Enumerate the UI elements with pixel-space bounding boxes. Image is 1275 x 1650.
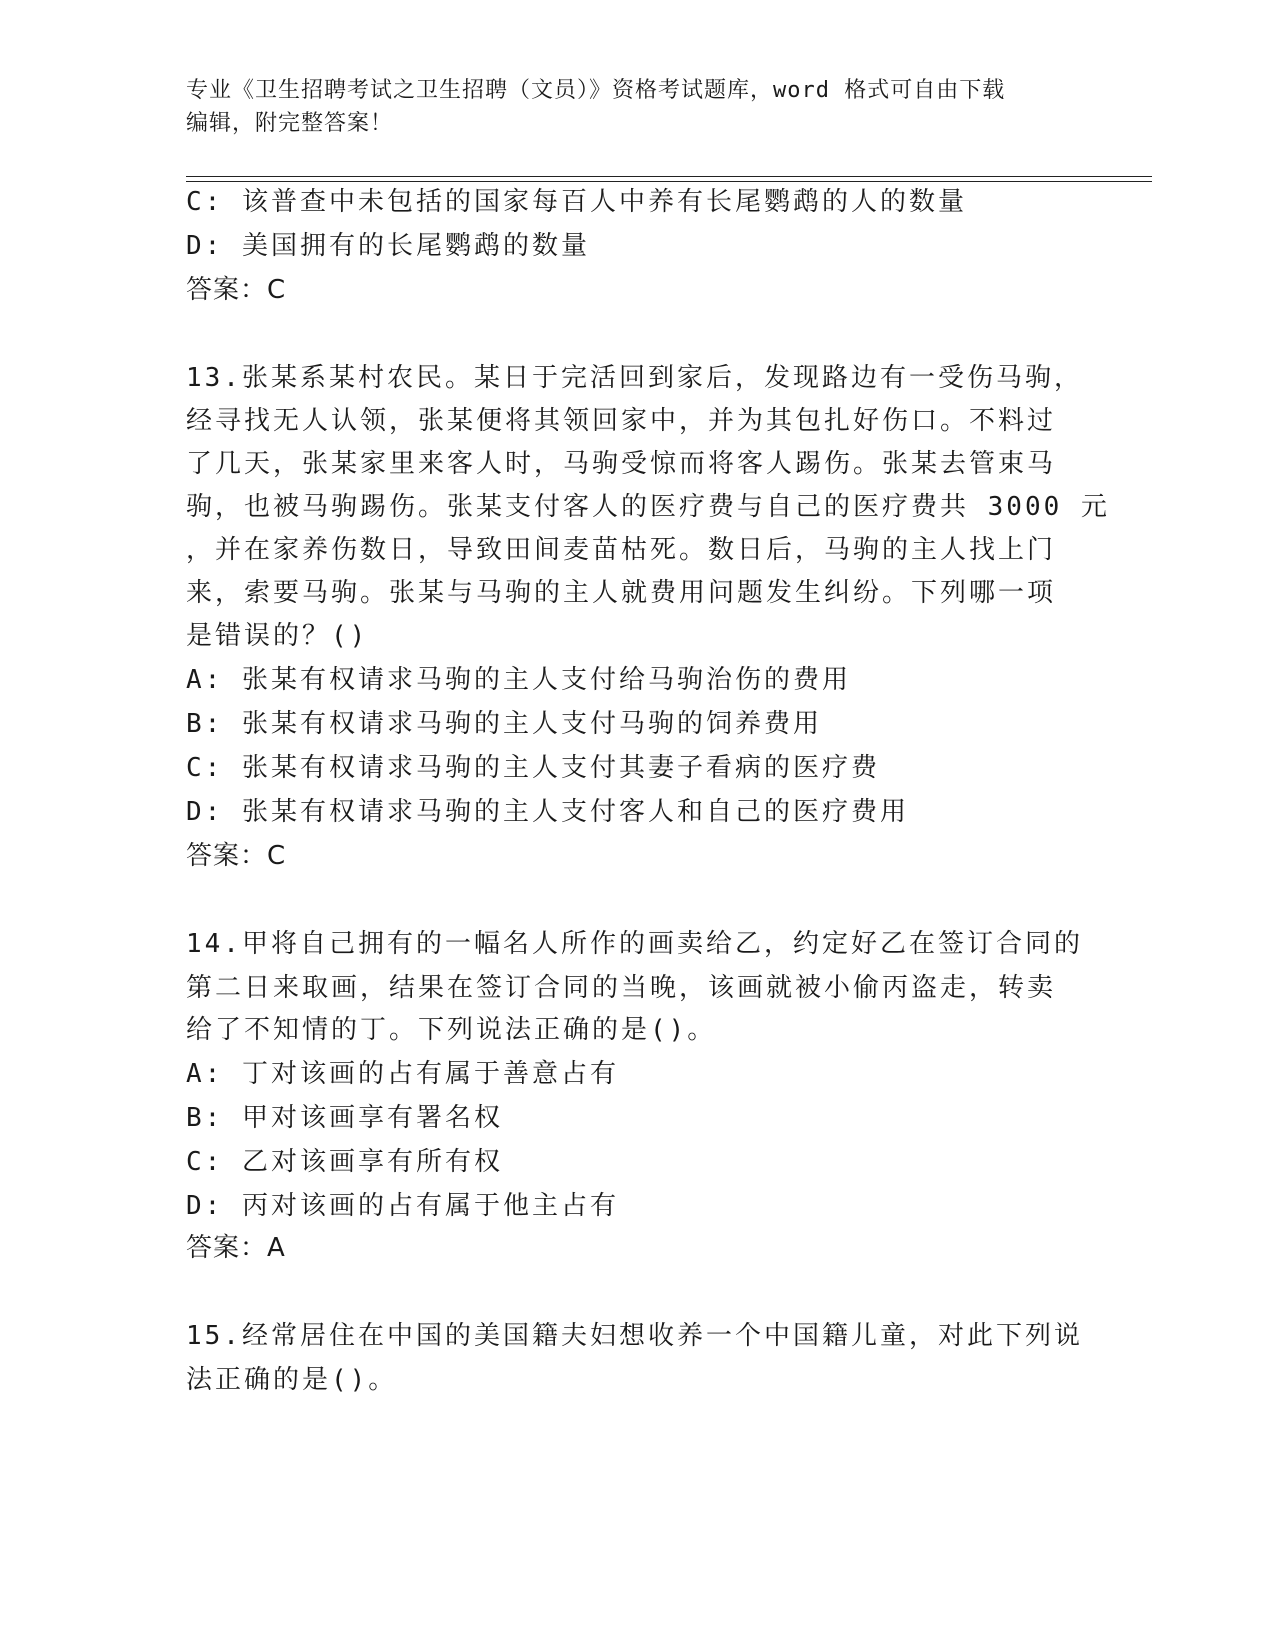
- header-line-1: 专业《卫生招聘考试之卫生招聘（文员）》资格考试题库，word 格式可自由下载: [186, 78, 1006, 103]
- q12-option-d: D: 美国拥有的长尾鹦鹉的数量: [186, 231, 590, 261]
- q15-stem-line: 15.经常居住在中国的美国籍夫妇想收养一个中国籍儿童，对此下列说: [186, 1321, 1083, 1351]
- q14-stem-line: 给了不知情的丁。下列说法正确的是()。: [186, 1015, 717, 1045]
- q13-stem-line: 是错误的？(): [186, 621, 369, 651]
- q13-stem-line: 经寻找无人认领，张某便将其领回家中，并为其包扎好伤口。不料过: [186, 406, 1057, 436]
- q14-answer: 答案：A: [186, 1233, 286, 1263]
- q13-option-c: C: 张某有权请求马驹的主人支付其妻子看病的医疗费: [186, 753, 880, 783]
- q14-stem-line: 14.甲将自己拥有的一幅名人所作的画卖给乙，约定好乙在签订合同的: [186, 929, 1083, 959]
- q13-option-b: B: 张某有权请求马驹的主人支付马驹的饲养费用: [186, 709, 822, 739]
- q13-option-a: A: 张某有权请求马驹的主人支付给马驹治伤的费用: [186, 665, 851, 695]
- q14-option-c: C: 乙对该画享有所有权: [186, 1147, 503, 1177]
- header-line-2: 编辑，附完整答案！: [186, 111, 394, 136]
- q14-option-a: A: 丁对该画的占有属于善意占有: [186, 1059, 619, 1089]
- q14-option-d: D: 丙对该画的占有属于他主占有: [186, 1191, 619, 1221]
- document-header: [186, 74, 1086, 140]
- q13-stem-line: 来，索要马驹。张某与马驹的主人就费用问题发生纠纷。下列哪一项: [186, 578, 1057, 608]
- q12-option-c: C: 该普查中未包括的国家每百人中养有长尾鹦鹉的人的数量: [186, 187, 967, 217]
- q13-stem-line: 驹，也被马驹踢伤。张某支付客人的医疗费与自己的医疗费共 3000 元: [186, 492, 1110, 522]
- q14-stem-line: 第二日来取画，结果在签订合同的当晚，该画就被小偷丙盗走，转卖: [186, 973, 1057, 1003]
- q13-option-d: D: 张某有权请求马驹的主人支付客人和自己的医疗费用: [186, 797, 909, 827]
- q13-answer: 答案：C: [186, 841, 287, 871]
- q13-stem-line: ，并在家养伤数日，导致田间麦苗枯死。数日后，马驹的主人找上门: [186, 535, 1057, 565]
- q12-answer: 答案：C: [186, 275, 287, 305]
- header-divider: [186, 176, 1152, 182]
- q13-stem-line: 了几天，张某家里来客人时，马驹受惊而将客人踢伤。张某去管束马: [186, 449, 1057, 479]
- q14-option-b: B: 甲对该画享有署名权: [186, 1103, 503, 1133]
- q13-stem-line: 13.张某系某村农民。某日于完活回到家后，发现路边有一受伤马驹，: [186, 363, 1083, 393]
- q15-stem-line: 法正确的是()。: [186, 1365, 398, 1395]
